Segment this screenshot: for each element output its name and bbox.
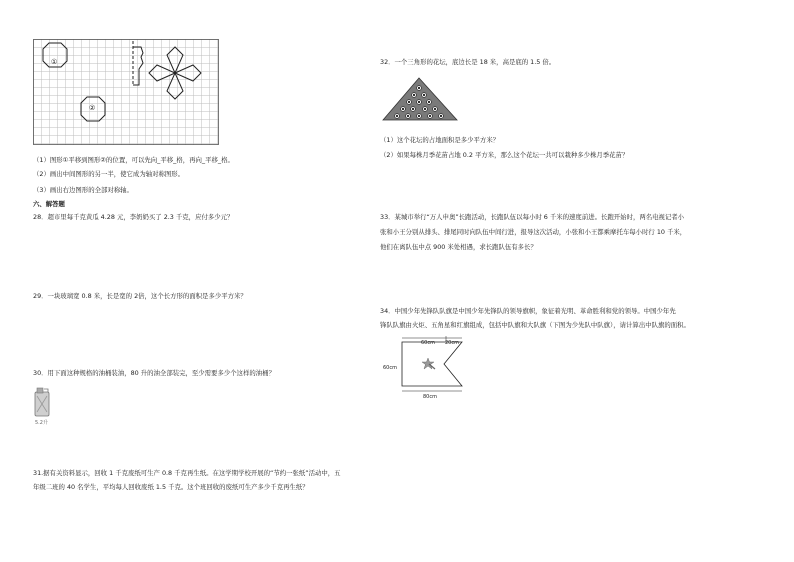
oil-can-label: 5.2升 — [35, 420, 48, 426]
instruction-3: （3）画出右边图形的全部对称轴。 — [33, 186, 133, 194]
flower-center — [412, 108, 414, 110]
flower-center — [413, 94, 415, 96]
flower-center — [418, 87, 420, 89]
flag-torch-emblem — [422, 358, 435, 369]
question-29: 29．一块玻璃宽 0.8 米，长是宽的 2倍，这个长方形的面积是多少平方米？ — [33, 292, 247, 300]
question-30: 30．用下面这种规格的油桶装油，80 升的油全部装完，至少需要多少个这样的油桶？ — [33, 369, 275, 377]
flag-dim-left: 60cm — [383, 365, 397, 371]
instruction-1: （1）图形①平移到图形②的位置，可以先向_平移_格，再向_平移_格。 — [33, 156, 234, 164]
shape1-label: ① — [51, 58, 58, 66]
flower-center — [418, 115, 420, 117]
question-33-line3: 他们在离队伍中点 900 米处相遇，求长跑队伍有多长？ — [380, 243, 537, 251]
flower-center — [418, 101, 420, 103]
flower-center — [424, 108, 426, 110]
petal-figure — [149, 47, 201, 99]
transformation-grid-figure — [33, 39, 219, 145]
flower-center — [402, 108, 404, 110]
question-32-sub1: （1）这个花坛的占地面积是多少平方米？ — [380, 136, 500, 144]
question-31-line2: 年级二班的 40 名学生，平均每人回收废纸 1.5 千克。这个班回收的废纸可生产多少千克再生纸？ — [33, 483, 309, 491]
flag-dim-top-left: 60cm — [421, 340, 435, 346]
flower-center — [428, 101, 430, 103]
flower-center — [429, 115, 431, 117]
question-28: 28．超市里每千克黄瓜 4.28 元，李奶奶买了 2.3 千克，应付多少元？ — [33, 213, 234, 221]
question-33-line1: 33．某城市举行“万人申奥”长跑活动，长跑队伍以每小时 6 千米的速度前进。长跑开始时，两名电视记者小 — [380, 213, 685, 221]
shape2-label: ② — [89, 104, 96, 112]
flower-center — [396, 115, 398, 117]
question-34-line1: 34．中国少年先锋队队旗是中国少年先锋队的领导旗帜，象征着光明、革命胜利和党的领导。中国少年先 — [380, 307, 676, 315]
flower-center — [434, 108, 436, 110]
question-33-line2: 张和小王分别从排头、排尾同时向队伍中间行进，报导这次活动，小张和小王都乘摩托车每小时行 10 千米， — [380, 228, 687, 236]
question-34-line2: 锋队队旗由火炬、五角星和红旗组成，包括中队旗和大队旗（下图为少先队中队旗），请计算出中队旗的面积。 — [380, 321, 690, 329]
question-32-sub2: （2）如果每株月季花苗占地 0.2 平方米，那么这个花坛一共可以栽种多少株月季花苗？ — [380, 151, 629, 159]
question-32: 32．一个三角形的花坛，底边长是 18 米，高是底的 1.5 倍。 — [380, 58, 556, 66]
flower-center — [407, 115, 409, 117]
instruction-2: （2）画出中间图形的另一半，使它成为轴对称图形。 — [33, 170, 185, 178]
flower-center — [408, 101, 410, 103]
section-title: 六、解答题 — [33, 200, 65, 208]
flower-center — [440, 115, 442, 117]
oil-can-icon — [33, 386, 51, 418]
flag-dim-top-right: 20cm — [445, 340, 459, 346]
triangle-flowerbed-figure — [381, 76, 459, 122]
flower-center — [423, 94, 425, 96]
question-31-line1: 31.据有关资料显示，回收 1 千克废纸可生产 0.8 千克再生纸。在这学期学校开展的“节约一张纸”活动中，五 — [33, 469, 341, 477]
flag-dim-bottom: 80cm — [423, 394, 437, 400]
